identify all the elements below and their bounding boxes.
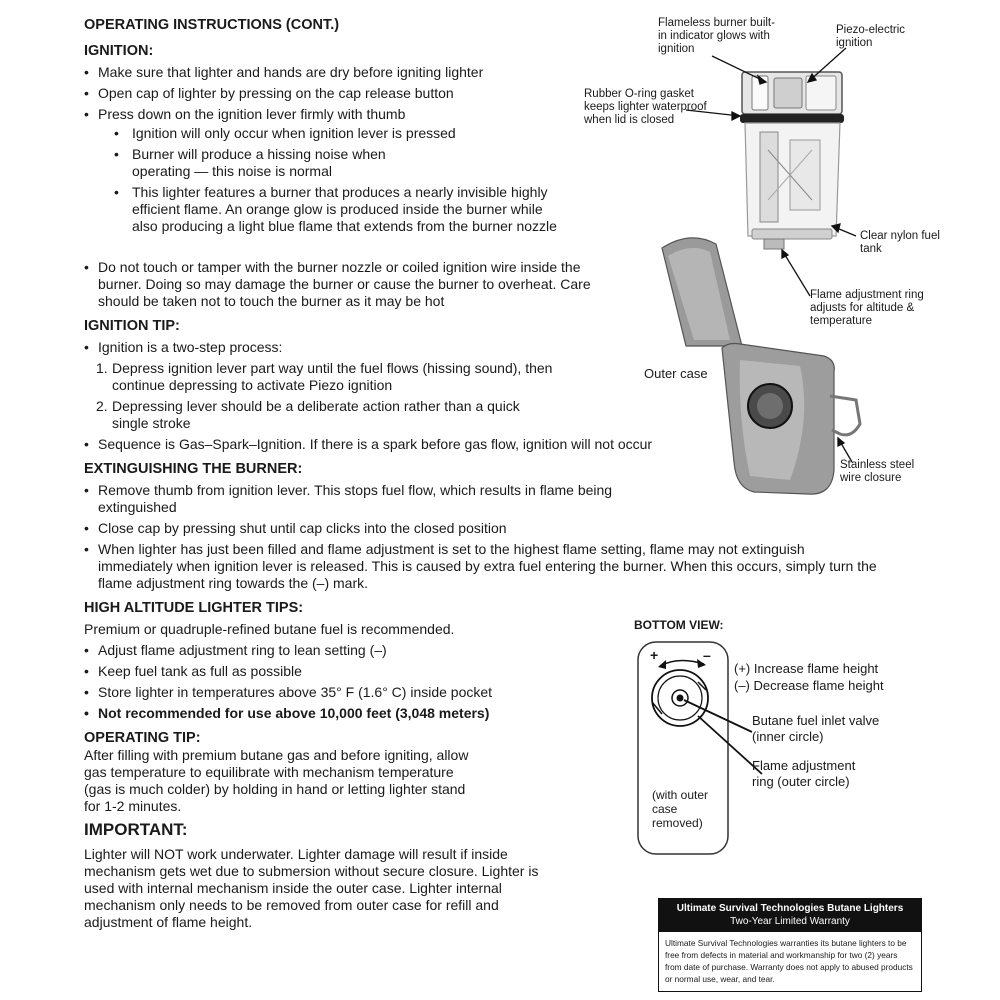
label-fuel-tank: Clear nylon fuel tank	[860, 230, 940, 255]
label-flameless-burner: Flameless burner built-in indicator glows with ignition	[658, 17, 775, 55]
label-piezo-ignition: Piezo-electric ignition	[836, 24, 906, 49]
ignition-tip-heading: IGNITION TIP:	[84, 318, 180, 334]
plus-mark: +	[650, 647, 659, 663]
label-adjustment-ring: Flame adjustment ring adjusts for altitude & temperature	[810, 289, 924, 327]
label-oring-gasket: Rubber O-ring gasket keeps lighter waterproof when lid is closed	[584, 88, 707, 126]
warranty-text: Ultimate Survival Technologies warranties its butane lighters to be free from defects in material and workmanship for two (2) years from date of purchase. Warranty does not apply to abused products or normal use, wear, and tear.	[665, 938, 913, 984]
list-item: • Do not touch or tamper with the burner nozzle or coiled ignition wire inside the burner. Doing so may damage the burner or cause the burner to overheat. Care should be taken not to touch the burner as it may be hot	[84, 259, 604, 310]
ignition-heading: IGNITION:	[84, 43, 154, 59]
list-item: • Store lighter in temperatures above 35° F (1.6° C) inside pocket	[84, 684, 604, 701]
list-item: • Ignition will only occur when ignition lever is pressed	[98, 125, 624, 142]
list-item: • Remove thumb from ignition lever. This stops fuel flow, which results in flame being extinguished	[84, 482, 623, 516]
operating-tip-heading: OPERATING TIP:	[84, 730, 201, 746]
important-heading: IMPORTANT:	[84, 820, 188, 839]
label-decrease-flame: (–) Decrease flame height	[734, 678, 884, 693]
minus-mark: –	[703, 647, 711, 663]
high-altitude-heading: HIGH ALTITUDE LIGHTER TIPS:	[84, 600, 304, 616]
step-text: Depress ignition lever part way until the fuel flows (hissing sound), then continue depressing to activate Piezo ignition	[112, 360, 553, 393]
list-item: • Keep fuel tank as full as possible	[84, 663, 604, 680]
list-item-text: Ignition is a two-step process:	[98, 339, 283, 355]
list-item: • Burner will produce a hissing noise when operating — this noise is normal	[98, 146, 422, 180]
extinguishing-heading: EXTINGUISHING THE BURNER:	[84, 461, 303, 477]
warranty-box	[658, 898, 922, 992]
label-outer-case: Outer case	[644, 366, 708, 381]
label-fuel-inlet-valve: Butane fuel inlet valve (inner circle)	[752, 713, 880, 744]
step-text: Depressing lever should be a deliberate action rather than a quick single stroke	[112, 398, 520, 431]
label-wire-closure: Stainless steel wire closure	[840, 459, 915, 484]
page-title: OPERATING INSTRUCTIONS (CONT.)	[84, 17, 340, 33]
important-text: Lighter will NOT work underwater. Lighter damage will result if inside mechanism gets wet due to submersion without secure closure. Lighter is used with internal mechanism inside the outer case. Lighter internal mechanism only needs to be removed from outer case for refill and adjustment of flame height.	[84, 846, 539, 930]
list-item: • Adjust flame adjustment ring to lean setting (–)	[84, 642, 604, 659]
list-item-text: Press down on the ignition lever firmly with thumb	[98, 106, 406, 122]
label-flame-adjustment-ring: Flame adjustment ring (outer circle)	[752, 758, 856, 789]
list-item: • Not recommended for use above 10,000 feet (3,048 meters)	[84, 705, 604, 722]
step-number: 1.	[96, 360, 108, 376]
operating-tip-text: After filling with premium butane gas and before igniting, allow gas temperature to equilibrate with mechanism temperature (gas is much colder) by holding in hand or letting lighter stand for 1-2 minutes.	[84, 747, 469, 814]
lighter-mechanism-illustration	[740, 72, 844, 249]
step-number: 2.	[96, 398, 108, 414]
warranty-subtitle: Two-Year Limited Warranty	[730, 916, 850, 927]
list-item: • This lighter features a burner that produces a nearly invisible highly efficient flame. An orange glow is produced inside the burner while also producing a light blue flame that extends from the burner nozzle	[98, 184, 562, 235]
list-item: • Make sure that lighter and hands are dry before igniting lighter	[84, 64, 624, 81]
warranty-header	[659, 899, 921, 932]
list-item: • Close cap by pressing shut until cap clicks into the closed position	[84, 520, 884, 537]
list-item: • Open cap of lighter by pressing on the cap release button	[84, 85, 624, 102]
bottom-view-note: (with outer case removed)	[652, 788, 709, 830]
high-altitude-list	[84, 642, 604, 722]
warranty-title: Ultimate Survival Technologies Butane Lighters	[676, 903, 904, 914]
list-item: • When lighter has just been filled and flame adjustment is set to the highest flame setting, flame may not extinguish immediately when ignition lever is released. This is caused by extra fuel entering the burner. When this occurs, simply turn the flame adjustment ring towards the (–) mark.	[84, 541, 883, 592]
high-altitude-intro: Premium or quadruple-refined butane fuel is recommended.	[84, 621, 455, 637]
label-increase-flame: (+) Increase flame height	[734, 661, 879, 676]
list-item: • Sequence is Gas–Spark–Ignition. If there is a spark before gas flow, ignition will not occur	[84, 436, 704, 453]
bottom-view-title: BOTTOM VIEW:	[634, 618, 724, 632]
